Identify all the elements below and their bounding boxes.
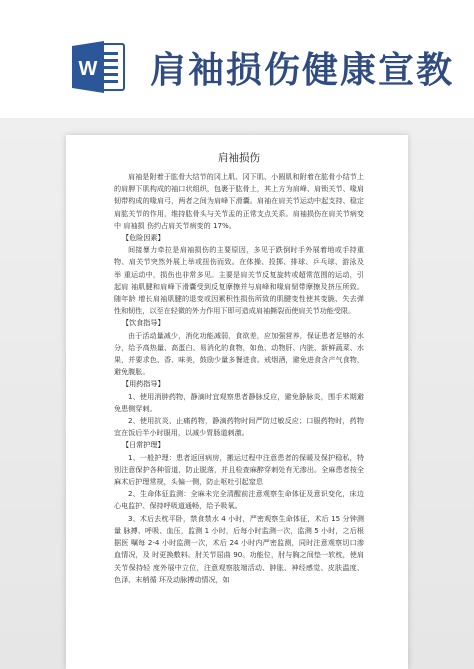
medication-paragraph-1: 1、使用消肿药物，静滴时宜观察患者静脉反应，避免静脉炎，围手术期避 免患侧穿刺。 [114, 391, 364, 413]
word-document-icon [70, 38, 128, 96]
care-paragraph-2: 2、生命体征监测：全麻未完全清醒前注意观察生命体征及意识变化，床边 心电监护、保持呼吸道通畅，给予吸氧。 [114, 489, 364, 511]
diet-paragraph: 由于活动量减少，消化功能减弱，食欲差，应加强营养，保证患者足够的水 分，给予高热量、高蛋白、易消化的食物，如鱼、动物肝、内脏、新鲜蔬菜、水 果，并要求色、香、味美，鼓励少量多餐进食。戒烟酒，避免进食含产气食物，避免腹胀。 [114, 330, 364, 377]
header-banner [0, 0, 474, 120]
section-heading-medication: 【用药指导】 [122, 379, 165, 389]
care-paragraph-3: 3、术后去枕平卧，禁食禁水 4 小时，严密观察生命体征，术后 15 分钟测量 脉搏、呼吸、血压，监测 1 小时，后每小时监测一次，监测 5 小时，之后根据医 嘱每 2-4 小时监测一次，术后 24 小时内严密监测，同时注意观察切口渗血情况，及 时更换敷料。肘关节屈曲 90。功能位，肘与胸之间垫一软枕，使肩关节保持轻 度外展中立位，注意观察肢端活动、肿胀、神经感觉、皮肤温度、色泽、末梢循 环及动脉搏动情况，如 [114, 513, 364, 584]
intro-paragraph: 肩袖是附着于肱骨大结节的冈上肌、冈下肌、小圆肌和附着在肱骨小结节上 的肩胛下肌构成的袖口状组织，包裹于肱骨上，其上方为肩峰、肩锁关节、喙肩 韧带构成的喙肩弓，两者之间为肩峰下滑囊。肩袖在肩关节运动中起支持、稳定 肩肱关节的作用，维持肱骨头与关节盂的正常支点关系。肩袖损伤在肩关节病变中 肩袖损 伤约占肩关节病变的 17%。 [114, 172, 364, 230]
care-paragraph-1: 1、一般护理：患者返回病房，搬运过程中注意患者的保暖及保护稳私，特 别注意保护各种管道，防止脱落，并且检查麻醉穿刺处有无渗出。全麻患者按全 麻术后护理常规，头偏一侧，防止呕吐引起窒息 [114, 452, 364, 487]
section-heading-risk: 【危险因素】 [122, 233, 165, 243]
medication-paragraph-2: 2、使用抗炎、止痛药物，静滴药物时间严防过敏反应；口服药物时，药物 宜在饭后半小时服用，以减少胃肠道刺激。 [114, 416, 364, 438]
section-heading-care: 【日常护理】 [122, 440, 165, 450]
document-title: 肩袖损伤 [218, 152, 260, 164]
section-heading-diet: 【饮食指导】 [122, 318, 165, 328]
word-logo-letter: W [78, 58, 98, 80]
banner-title: 肩袖损伤健康宣教 [150, 50, 455, 91]
risk-paragraph: 间接暴力牵拉是肩袖损伤的主要原因，多见于跌倒时手外展着地或手持重 物、肩关节突然外展上举或扭伤而致。在体操、投掷、排球、乒乓球、游泳及 举 重运动中，损伤也非常多见。主要是肩关节反复旋转或超常范围的运动，引起肩 袖肌腱和肩峰下滑囊受到反复摩擦并与肩峰和喙肩韧带摩擦及挤压所致。随年龄 增长肩袖肌腱的退变或因累积性损伤所致的肌腱变性使其变脆、失去弹性和韧性，以至在轻微的外力作用下即可造成肩袖撕裂而使肩关节功能受限。 [114, 245, 364, 316]
document-content [114, 151, 364, 586]
document-sheet [66, 135, 408, 669]
